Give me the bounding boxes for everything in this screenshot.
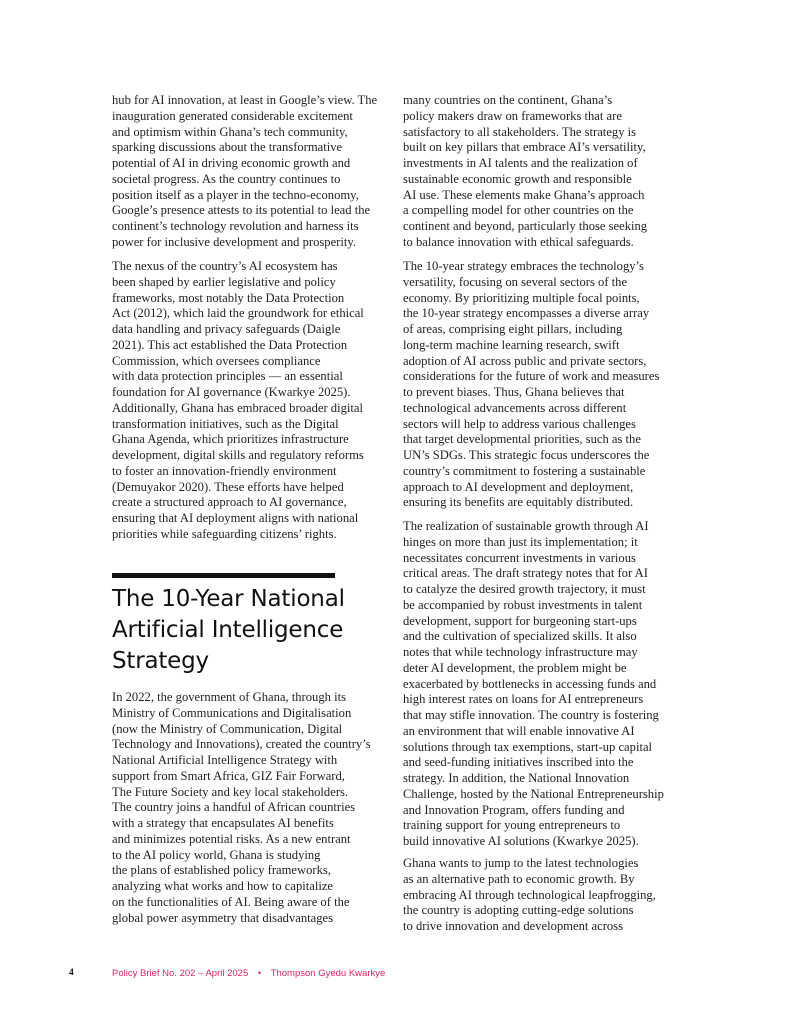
section-divider-rule: [112, 573, 335, 578]
text-line: to drive innovation and development across: [403, 919, 623, 933]
text-line: In 2022, the government of Ghana, through its: [112, 690, 346, 704]
text-line: create a structured approach to AI governance,: [112, 495, 347, 510]
text-line: inauguration generated considerable excitement: [112, 108, 353, 123]
heading-line: Artificial Intelligence: [112, 617, 344, 643]
text-line: critical areas. The draft strategy notes that for AI: [403, 566, 648, 581]
text-line: power for inclusive development and prosperity.: [112, 234, 356, 249]
text-line: and seed-funding initiatives inscribed into the: [403, 755, 634, 770]
text-line: build innovative AI solutions (Kwarkye 2025).: [403, 834, 639, 848]
footer-publication: Policy Brief No. 202 – April 2025: [112, 968, 249, 979]
text-line: Challenge, hosted by the National Entrepreneurship: [403, 786, 664, 801]
text-line: with data protection principles — an essential: [112, 369, 343, 384]
text-line: (now the Ministry of Communication, Digital: [112, 721, 343, 736]
text-line: The nexus of the country’s AI ecosystem has: [112, 259, 338, 273]
text-line: that target developmental priorities, such as the: [403, 432, 641, 447]
text-line: adoption of AI across public and private sectors,: [403, 353, 647, 368]
text-line: sparking discussions about the transformative: [112, 140, 343, 155]
footer-author: Thompson Gyedu Kwarkye: [270, 968, 386, 979]
text-line: exacerbated by bottlenecks in accessing funds and: [403, 676, 657, 691]
text-line: Ghana wants to jump to the latest technologies: [403, 856, 639, 870]
text-line: societal progress. As the country continues to: [112, 171, 341, 186]
text-line: approach to AI development and deployment,: [403, 479, 634, 494]
text-line: technological advancements across different: [403, 400, 627, 415]
text-line: with a strategy that encapsulates AI benefits: [112, 816, 334, 830]
text-line: to catalyze the desired growth trajectory, it must: [403, 582, 646, 596]
text-line: as an alternative path to economic growth. By: [403, 871, 635, 886]
section-heading: [112, 584, 345, 677]
text-line: Technology and Innovations), created the country’s: [112, 737, 371, 752]
text-line: Act (2012), which laid the groundwork for ethical: [112, 306, 364, 321]
text-line: versatility, focusing on several sectors of the: [403, 274, 628, 289]
text-line: the plans of established policy frameworks,: [112, 863, 331, 878]
text-line: Ministry of Communications and Digitalisation: [112, 705, 352, 720]
text-line: ensuring its benefits are equitably distributed.: [403, 495, 634, 510]
text-line: the country is adopting cutting-edge solutions: [403, 903, 634, 918]
text-line: transformation initiatives, such as the Digital: [112, 416, 339, 431]
text-line: global power asymmetry that disadvantages: [112, 910, 334, 925]
text-line: solutions through tax exemptions, start-up capital: [403, 739, 653, 754]
text-line: The 10-year strategy embraces the technology’s: [403, 259, 644, 273]
right-paragraph-4: [403, 856, 656, 935]
left-paragraph-1: [112, 93, 377, 251]
text-line: Ghana Agenda, which prioritizes infrastructure: [112, 432, 349, 447]
page-number: 4: [69, 968, 74, 978]
text-line: to the AI policy world, Ghana is studying: [112, 847, 321, 862]
text-line: The Future Society and key local stakeholders.: [112, 784, 349, 799]
text-line: Additionally, Ghana has embraced broader digital: [112, 400, 363, 415]
text-line: (Demuyakor 2020). These efforts have helped: [112, 479, 344, 494]
text-line: development, digital skills and regulatory reforms: [112, 448, 364, 462]
text-line: training support for young entrepreneurs to: [403, 818, 621, 833]
text-line: ensuring that AI deployment aligns with national: [112, 511, 359, 525]
text-line: of areas, comprising eight pillars, including: [403, 322, 623, 336]
text-line: notes that while technology infrastructure may: [403, 645, 638, 659]
text-line: strategy. In addition, the National Innovation: [403, 771, 630, 785]
text-line: the 10-year strategy encompasses a diverse array: [403, 306, 650, 321]
text-line: that may stifle innovation. The country is fostering: [403, 708, 659, 722]
text-line: deter AI development, the problem might be: [403, 660, 627, 675]
text-line: to prevent biases. Thus, Ghana believes that: [403, 385, 625, 399]
text-line: AI use. These elements make Ghana’s approach: [403, 187, 645, 202]
text-line: hinges on more than just its implementation; it: [403, 534, 638, 549]
right-paragraph-3: [403, 519, 664, 850]
text-line: long-term machine learning research, swift: [403, 337, 620, 352]
text-line: foundation for AI governance (Kwarkye 2025).: [112, 385, 351, 399]
text-line: continent’s technology revolution and harness its: [112, 219, 359, 233]
text-line: continent and beyond, particularly those seeking: [403, 219, 648, 233]
heading-line: The 10-Year National: [112, 586, 345, 612]
text-line: considerations for the future of work and measures: [403, 369, 660, 384]
text-line: on the functionalities of AI. Being aware of the: [112, 894, 350, 909]
text-line: satisfactory to all stakeholders. The strategy is: [403, 124, 637, 139]
text-line: 2021). This act established the Data Protection: [112, 337, 348, 352]
footer-citation: [112, 968, 385, 979]
text-line: to foster an innovation-friendly environment: [112, 463, 337, 478]
text-line: National Artificial Intelligence Strategy with: [112, 753, 338, 767]
footer-separator: •: [257, 968, 262, 979]
text-line: data handling and privacy safeguards (Daigle: [112, 322, 341, 336]
text-line: economy. By prioritizing multiple focal points,: [403, 290, 640, 305]
text-line: many countries on the continent, Ghana’s: [403, 93, 613, 107]
text-line: potential of AI in driving economic growth and: [112, 156, 351, 170]
right-paragraph-1: [403, 93, 647, 251]
text-line: investments in AI talents and the realization of: [403, 156, 638, 170]
text-line: analyzing what works and how to capitalize: [112, 879, 334, 893]
text-line: hub for AI innovation, at least in Google’s view. The: [112, 93, 378, 107]
text-line: to balance innovation with ethical safeguards.: [403, 234, 634, 249]
text-line: UN’s SDGs. This strategic focus underscores the: [403, 448, 650, 462]
text-line: embracing AI through technological leapfrogging,: [403, 887, 656, 902]
left-paragraph-2: [112, 259, 364, 543]
text-line: sustainable economic growth and responsible: [403, 171, 632, 186]
text-line: sectors will help to address various challenges: [403, 416, 636, 431]
text-line: priorities while safeguarding citizens’ rights.: [112, 526, 337, 541]
text-line: support from Smart Africa, GIZ Fair Forward,: [112, 768, 345, 783]
text-line: Google’s presence attests to its potential to lead the: [112, 203, 371, 218]
text-line: Commission, which oversees compliance: [112, 353, 321, 368]
text-line: been shaped by earlier legislative and policy: [112, 274, 336, 289]
text-line: high interest rates on loans for AI entrepreneurs: [403, 692, 644, 707]
heading-line: Strategy: [112, 648, 209, 674]
text-line: and Innovation Program, offers funding and: [403, 802, 625, 817]
text-line: and optimism within Ghana’s tech community,: [112, 124, 348, 139]
text-line: and the cultivation of specialized skills. It also: [403, 629, 637, 644]
text-line: and minimizes potential risks. As a new entrant: [112, 831, 351, 846]
text-line: frameworks, most notably the Data Protection: [112, 290, 345, 305]
text-line: policy makers draw on frameworks that are: [403, 108, 622, 123]
text-line: The realization of sustainable growth through AI: [403, 519, 649, 533]
text-line: necessitates concurrent investments in various: [403, 550, 636, 565]
text-line: be accompanied by robust investments in talent: [403, 597, 643, 612]
text-line: country’s commitment to fostering a sustainable: [403, 463, 646, 478]
text-line: built on key pillars that embrace AI’s versatility,: [403, 140, 646, 155]
text-line: an environment that will enable innovative AI: [403, 723, 635, 738]
text-line: development, support for burgeoning start-ups: [403, 613, 637, 628]
text-line: The country joins a handful of African countries: [112, 800, 356, 815]
right-paragraph-2: [403, 259, 659, 511]
section-paragraph: [112, 690, 371, 926]
text-line: a compelling model for other countries on the: [403, 203, 634, 218]
text-line: position itself as a player in the techno-economy,: [112, 187, 359, 202]
